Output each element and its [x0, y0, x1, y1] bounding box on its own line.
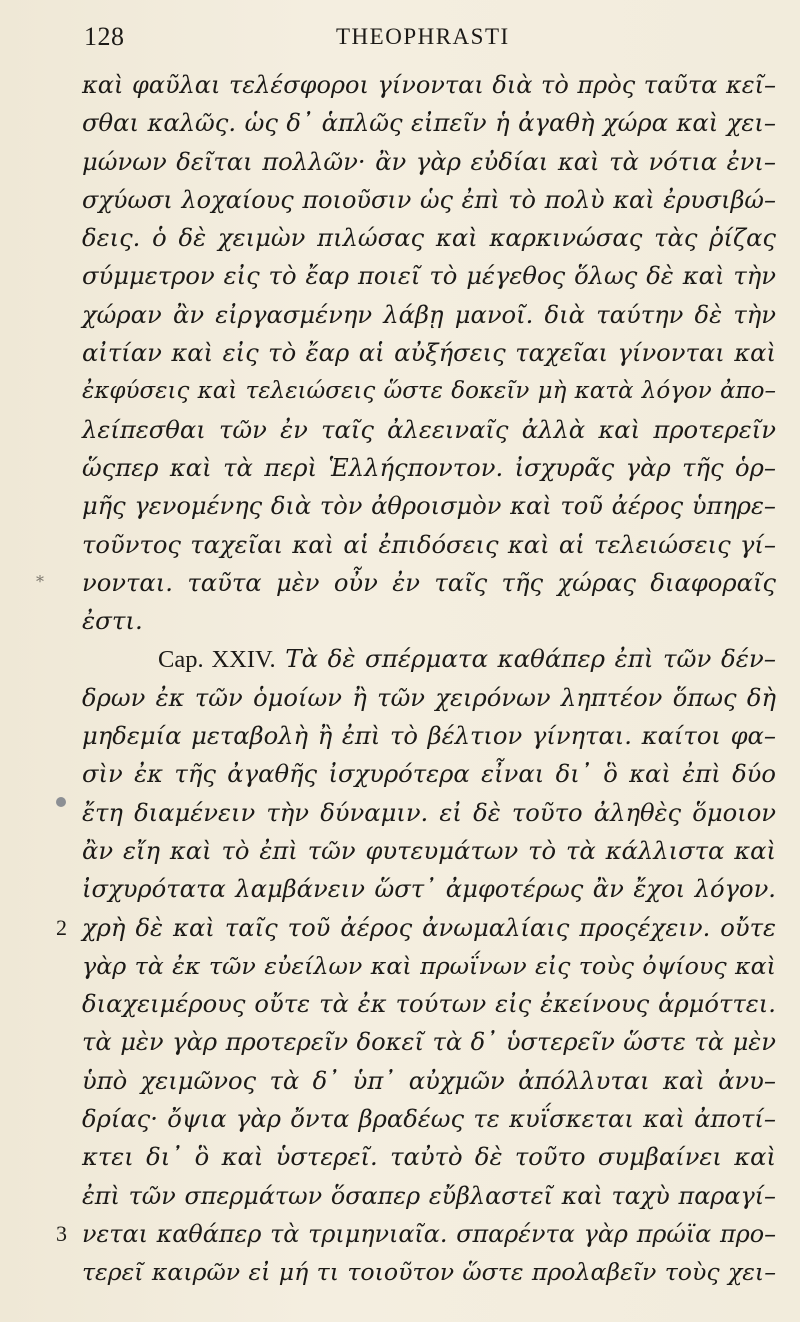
- text-line: 2 χρὴ δὲ καὶ ταῖς τοῦ ἀέρος ἀνωμαλίαις προςέχειν. οὔτε: [82, 909, 776, 947]
- text-line: διαχειμέρους οὔτε τὰ ἐκ τούτων εἰς ἐκείνους ἁρμόττει.: [82, 990, 776, 1019]
- chapter-start-line: Cap. XXIV. Τὰ δὲ σπέρματα καθάπερ ἐπὶ τῶν δέν–: [158, 644, 776, 674]
- text-line: ἐστι.: [82, 606, 143, 636]
- text-line: δρων ἐκ τῶν ὁμοίων ἢ τῶν χειρόνων ληπτέον ὅπως δὴ: [82, 683, 776, 712]
- running-title: THEOPHRASTI: [336, 24, 510, 49]
- text-line: σὶν ἐκ τῆς ἀγαθῆς ἰσχυρότερα εἶναι δι᾽ ὃ καὶ ἐπὶ δύο: [82, 760, 776, 789]
- text-line: σθαι καλῶς. ὡς δ᾽ ἁπλῶς εἰπεῖν ἡ ἀγαθὴ χώρα καὶ χει–: [82, 109, 776, 138]
- section-number: 2: [56, 914, 67, 940]
- margin-dot: [56, 797, 66, 807]
- text-line: δρίας· ὄψια γὰρ ὄντα βραδέως τε κυΐσκεται καὶ ἀποτί–: [82, 1105, 776, 1134]
- text-line: μηδεμία μεταβολὴ ἢ ἐπὶ τὸ βέλτιον γίνηται. καίτοι φα–: [82, 722, 776, 751]
- text-line: μώνων δεῖται πολλῶν· ἂν γὰρ εὐδίαι καὶ τὰ νότια ἐνι–: [82, 147, 776, 176]
- text-line: τὰ μὲν γὰρ προτερεῖν δοκεῖ τὰ δ᾽ ὑστερεῖν ὥστε τὰ μὲν: [82, 1028, 776, 1057]
- text-line: τερεῖ καιρῶν εἰ μή τι τοιοῦτον ὥστε προλαβεῖν τοὺς χει–: [82, 1258, 776, 1287]
- text-line: τοῦντος ταχεῖαι καὶ αἱ ἐπιδόσεις καὶ αἱ τελειώσεις γί–: [82, 530, 776, 559]
- text-line: ἔτη διαμένειν τὴν δύναμιν. εἰ δὲ τοῦτο ἀληθὲς ὅμοιον: [82, 798, 776, 827]
- text-line: 3 νεται καθάπερ τὰ τριμηνιαῖα. σπαρέντα γὰρ πρώϊα προ–: [82, 1215, 776, 1253]
- chapter-heading: Cap. XXIV.: [158, 646, 276, 674]
- text-line: ὥςπερ καὶ τὰ περὶ Ἑλλήςποντον. ἰσχυρᾶς γὰρ τῆς ὁρ–: [82, 453, 776, 482]
- text-line: λείπεσθαι τῶν ἐν ταῖς ἀλεειναῖς ἀλλὰ καὶ προτερεῖν: [82, 415, 776, 444]
- text-line: ἂν εἴη καὶ τὸ ἐπὶ τῶν φυτευμάτων τὸ τὰ κάλλιστα καὶ: [82, 836, 776, 865]
- text-line: μῆς γενομένης διὰ τὸν ἀθροισμὸν καὶ τοῦ ἀέρος ὑπηρε–: [82, 492, 776, 521]
- text-line: καὶ φαῦλαι τελέσφοροι γίνονται διὰ τὸ πρὸς ταῦτα κεῖ–: [82, 71, 776, 99]
- margin-mark: *: [36, 572, 44, 591]
- text-line: δεις. ὁ δὲ χειμὼν πιλώσας καὶ καρκινώσας τὰς ῥίζας: [82, 224, 776, 253]
- text-block: [56, 66, 776, 1292]
- text-line: ἐπὶ τῶν σπερμάτων ὅσαπερ εὔβλαστεῖ καὶ ταχὺ παραγί–: [82, 1181, 776, 1210]
- text-line: χώραν ἂν εἰργασμένην λάβῃ μανοῖ. διὰ ταύτην δὲ τὴν: [82, 300, 776, 329]
- text-line: σχύωσι λοχαίους ποιοῦσιν ὡς ἐπὶ τὸ πολὺ καὶ ἐρυσιβώ–: [82, 185, 776, 214]
- section-number: 3: [56, 1220, 67, 1246]
- text-line: ἐκφύσεις καὶ τελειώσεις ὥστε δοκεῖν μὴ κατὰ λόγον ἀπο–: [82, 378, 776, 405]
- text-line: σύμμετρον εἰς τὸ ἔαρ ποιεῖ τὸ μέγεθος ὅλως δὲ καὶ τὴν: [82, 262, 776, 291]
- text-line: νονται. ταῦτα μὲν οὖν ἐν ταῖς τῆς χώρας διαφοραῖς: [82, 568, 776, 597]
- page-number: 128: [84, 22, 125, 51]
- text-line: γὰρ τὰ ἐκ τῶν εὐείλων καὶ πρωΐνων εἰς τοὺς ὀψίους καὶ: [82, 951, 776, 980]
- text-line: ἰσχυρότατα λαμβάνειν ὥστ᾽ ἀμφοτέρως ἂν ἔχοι λόγον.: [82, 875, 776, 904]
- text-line: κτει δι᾽ ὃ καὶ ὑστερεῖ. ταὐτὸ δὲ τοῦτο συμβαίνει καὶ: [82, 1143, 776, 1172]
- text-line: ὑπὸ χειμῶνος τὰ δ᾽ ὑπ᾽ αὐχμῶν ἀπόλλυται καὶ ἀνυ–: [82, 1066, 776, 1095]
- text-line: αἰτίαν καὶ εἰς τὸ ἔαρ αἱ αὐξήσεις ταχεῖαι γίνονται καὶ: [82, 339, 776, 368]
- running-head: [84, 22, 774, 54]
